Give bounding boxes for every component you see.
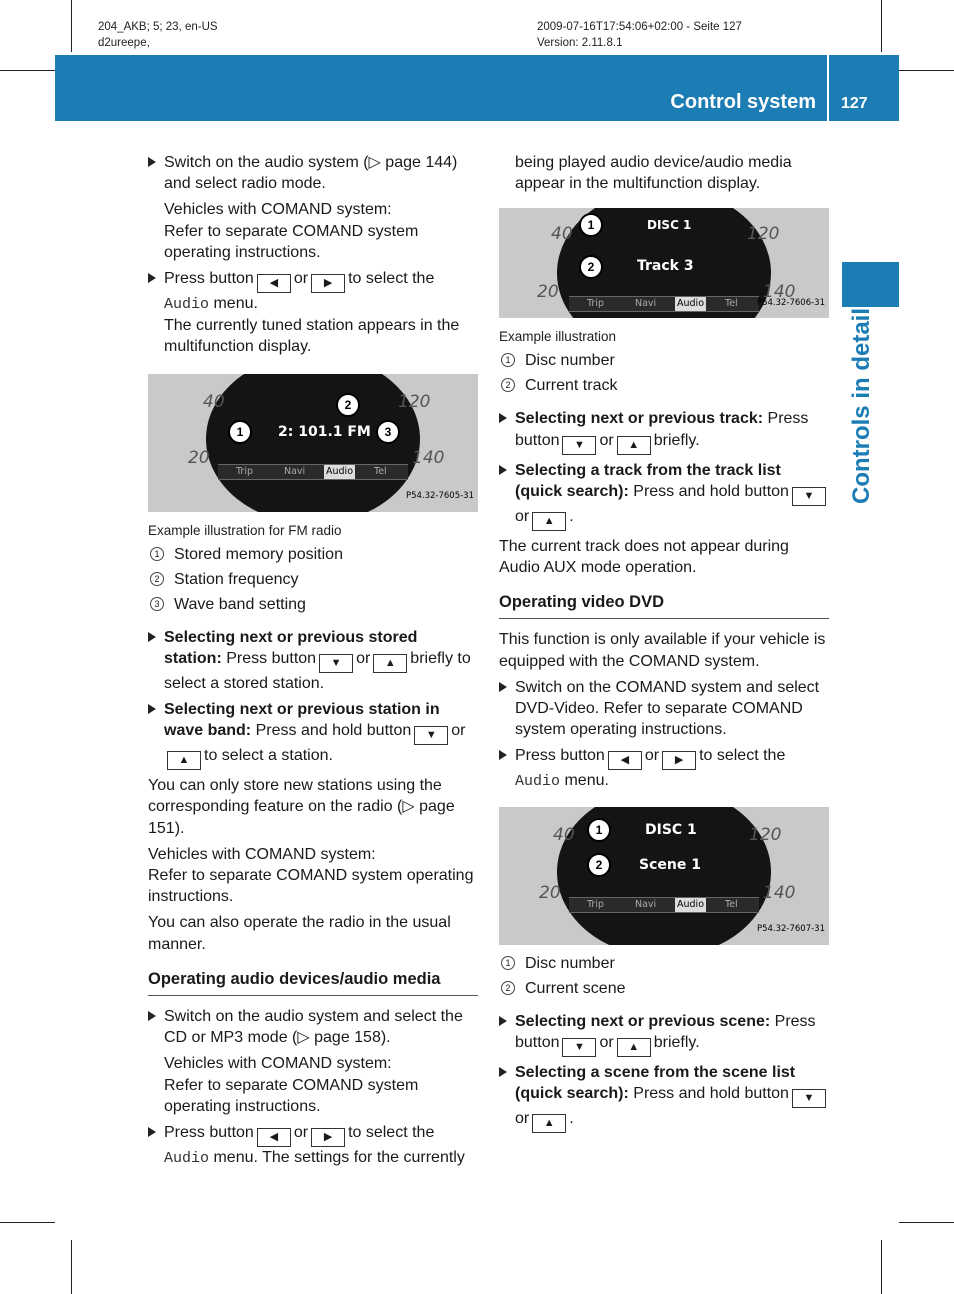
print-meta-left: 204_AKB; 5; 23, en-US d2ureepe, [98,21,218,49]
figure-caption: Example illustration [499,329,617,345]
display-text: 2: 101.1 FM [278,423,371,440]
down-button-icon: ▼ [792,1089,826,1108]
instruction-step: Selecting next or previous station in wave band: Press and hold button ▼ or ▲ to select a station. [148,699,478,770]
tick-label: 40 [203,391,225,412]
side-tab-label: Controls in detail [848,307,875,504]
instruction-step: Selecting a track from the track list (quick search): Press and hold button ▼or ▲ . [499,460,829,531]
header-banner [55,55,899,121]
side-tab [842,262,899,307]
arrow-bullet-icon [499,1016,507,1026]
callout-marker: 2 [336,393,360,417]
legend-item: 1 Disc number [499,953,829,974]
instruction-step: Press button ◀ or ▶ to select the Audio menu. [499,745,829,792]
figure-code: P54.32-7606-31 [756,298,825,309]
down-button-icon: ▼ [414,726,448,745]
callout-marker: 2 [587,853,611,877]
tick-label: 140 [412,447,445,468]
arrow-bullet-icon [499,750,507,760]
left-column [148,152,478,1174]
paragraph: Vehicles with COMAND system: Refer to separate COMAND system operating instructions. [148,845,474,906]
paragraph: The current track does not appear during Audio AUX mode operation. [499,537,789,577]
crop-mark [881,0,882,52]
up-button-icon: ▲ [532,1114,566,1133]
left-button-icon: ◀ [257,1128,291,1147]
section-title: Control system [670,91,816,113]
section-heading: Operating video DVD [499,592,829,619]
paragraph: being played audio device/audio media appear in the multifunction display. [515,154,792,193]
cd-illustration [499,208,829,318]
arrow-bullet-icon [148,1011,156,1021]
tick-label: 20 [188,447,210,468]
crop-mark [899,70,954,71]
callout-marker: 1 [579,213,603,237]
display-menu: Trip Navi Audio Tel [569,897,759,913]
down-button-icon: ▼ [562,1038,596,1057]
note: Vehicles with COMAND system: Refer to separate COMAND system operating instructions. [164,201,419,261]
paragraph: You can only store new stations using the corresponding feature on the radio (▷ page 151). [148,777,455,837]
tick-label: 120 [749,824,782,845]
figure-code: P54.32-7605-31 [405,491,474,502]
tick-label: 20 [537,282,559,303]
print-meta-right: 2009-07-16T17:54:06+02:00 - Seite 127 Version: 2.11.8.1 [537,21,742,49]
divider [827,55,829,121]
instruction-step: Switch on the audio system and select the CD or MP3 mode (▷ page 158). [148,1006,478,1048]
right-column [499,152,829,1138]
right-button-icon: ▶ [311,1128,345,1147]
fm-radio-illustration [148,374,478,512]
instruction-step: Press button ◀ or ▶ to select the Audio menu. The settings for the currently [148,1122,478,1169]
right-button-icon: ▶ [662,751,696,770]
arrow-bullet-icon [148,157,156,167]
tick-label: 140 [763,882,796,903]
crop-mark [0,70,55,71]
down-button-icon: ▼ [319,654,353,673]
tick-label: 20 [539,882,561,903]
display-text: Audio [515,773,561,791]
left-button-icon: ◀ [608,751,642,770]
callout-marker: 1 [228,420,252,444]
tick-label: 120 [747,224,780,245]
arrow-bullet-icon [148,1127,156,1137]
down-button-icon: ▼ [562,436,596,455]
note: Vehicles with COMAND system: Refer to separate COMAND system operating instructions. [164,1055,419,1115]
instruction-step: Selecting next or previous scene: Press button ▼ or ▲ briefly. [499,1011,829,1057]
arrow-bullet-icon [148,273,156,283]
legend-item: 2 Current scene [499,978,829,999]
tick-label: 120 [398,391,431,412]
callout-marker: 1 [587,818,611,842]
left-button-icon: ◀ [257,274,291,293]
instruction-step: Switch on the COMAND system and select DVD-Video. Refer to separate COMAND system operating instructions. [499,677,829,741]
section-heading: Operating audio devices/audio media [148,969,478,996]
display-text: DISC 1 [645,821,697,838]
up-button-icon: ▲ [617,1038,651,1057]
crop-mark [881,1240,882,1294]
arrow-bullet-icon [148,704,156,714]
instruction-step: Selecting a scene from the scene list (quick search): Press and hold button ▼or ▲ . [499,1062,829,1133]
up-button-icon: ▲ [167,751,201,770]
page-number: 127 [841,95,868,112]
legend-item: 1 Stored memory position [148,544,478,565]
tick-label: 140 [763,282,796,303]
display-menu: Trip Navi Audio Tel [218,464,408,480]
instruction-step: Press button ◀ or ▶ to select the Audio menu. The currently tuned station appears in the multifunction display. [148,268,478,358]
tick-label: 40 [553,824,575,845]
callout-marker: 2 [579,255,603,279]
up-button-icon: ▲ [617,436,651,455]
figure-code: P54.32-7607-31 [756,924,825,935]
display-text: Track 3 [637,258,694,275]
instruction-step: Selecting next or previous track: Press button ▼ or ▲ briefly. [499,408,829,454]
crop-mark [0,1222,55,1223]
instruction-step: Switch on the audio system (▷ page 144) and select radio mode. [148,152,478,194]
tick-label: 40 [551,224,573,245]
arrow-bullet-icon [499,413,507,423]
display-text: Scene 1 [639,856,701,873]
arrow-bullet-icon [148,632,156,642]
figure-caption: Example illustration for FM radio [148,522,342,538]
legend-item: 2 Station frequency [148,569,478,590]
display-menu: Trip Navi Audio Tel [569,296,759,312]
display-text: DISC 1 [647,218,692,233]
display-text: Audio [164,296,210,314]
arrow-bullet-icon [499,465,507,475]
crop-mark [899,1222,954,1223]
up-button-icon: ▲ [532,512,566,531]
instruction-step: Selecting next or previous stored station: Press button ▼ or ▲ briefly to select a stored station. [148,627,478,694]
legend-item: 3 Wave band setting [148,594,478,615]
display-text: Audio [164,1150,210,1168]
dvd-illustration [499,807,829,945]
down-button-icon: ▼ [792,487,826,506]
arrow-bullet-icon [499,682,507,692]
callout-marker: 3 [376,420,400,444]
crop-mark [71,0,72,52]
arrow-bullet-icon [499,1067,507,1077]
up-button-icon: ▲ [373,654,407,673]
crop-mark [71,1240,72,1294]
paragraph: This function is only available if your vehicle is equipped with the COMAND system. [499,631,826,670]
legend-item: 1 Disc number [499,350,829,371]
right-button-icon: ▶ [311,274,345,293]
legend-item: 2 Current track [499,375,829,396]
paragraph: You can also operate the radio in the usual manner. [148,914,451,953]
